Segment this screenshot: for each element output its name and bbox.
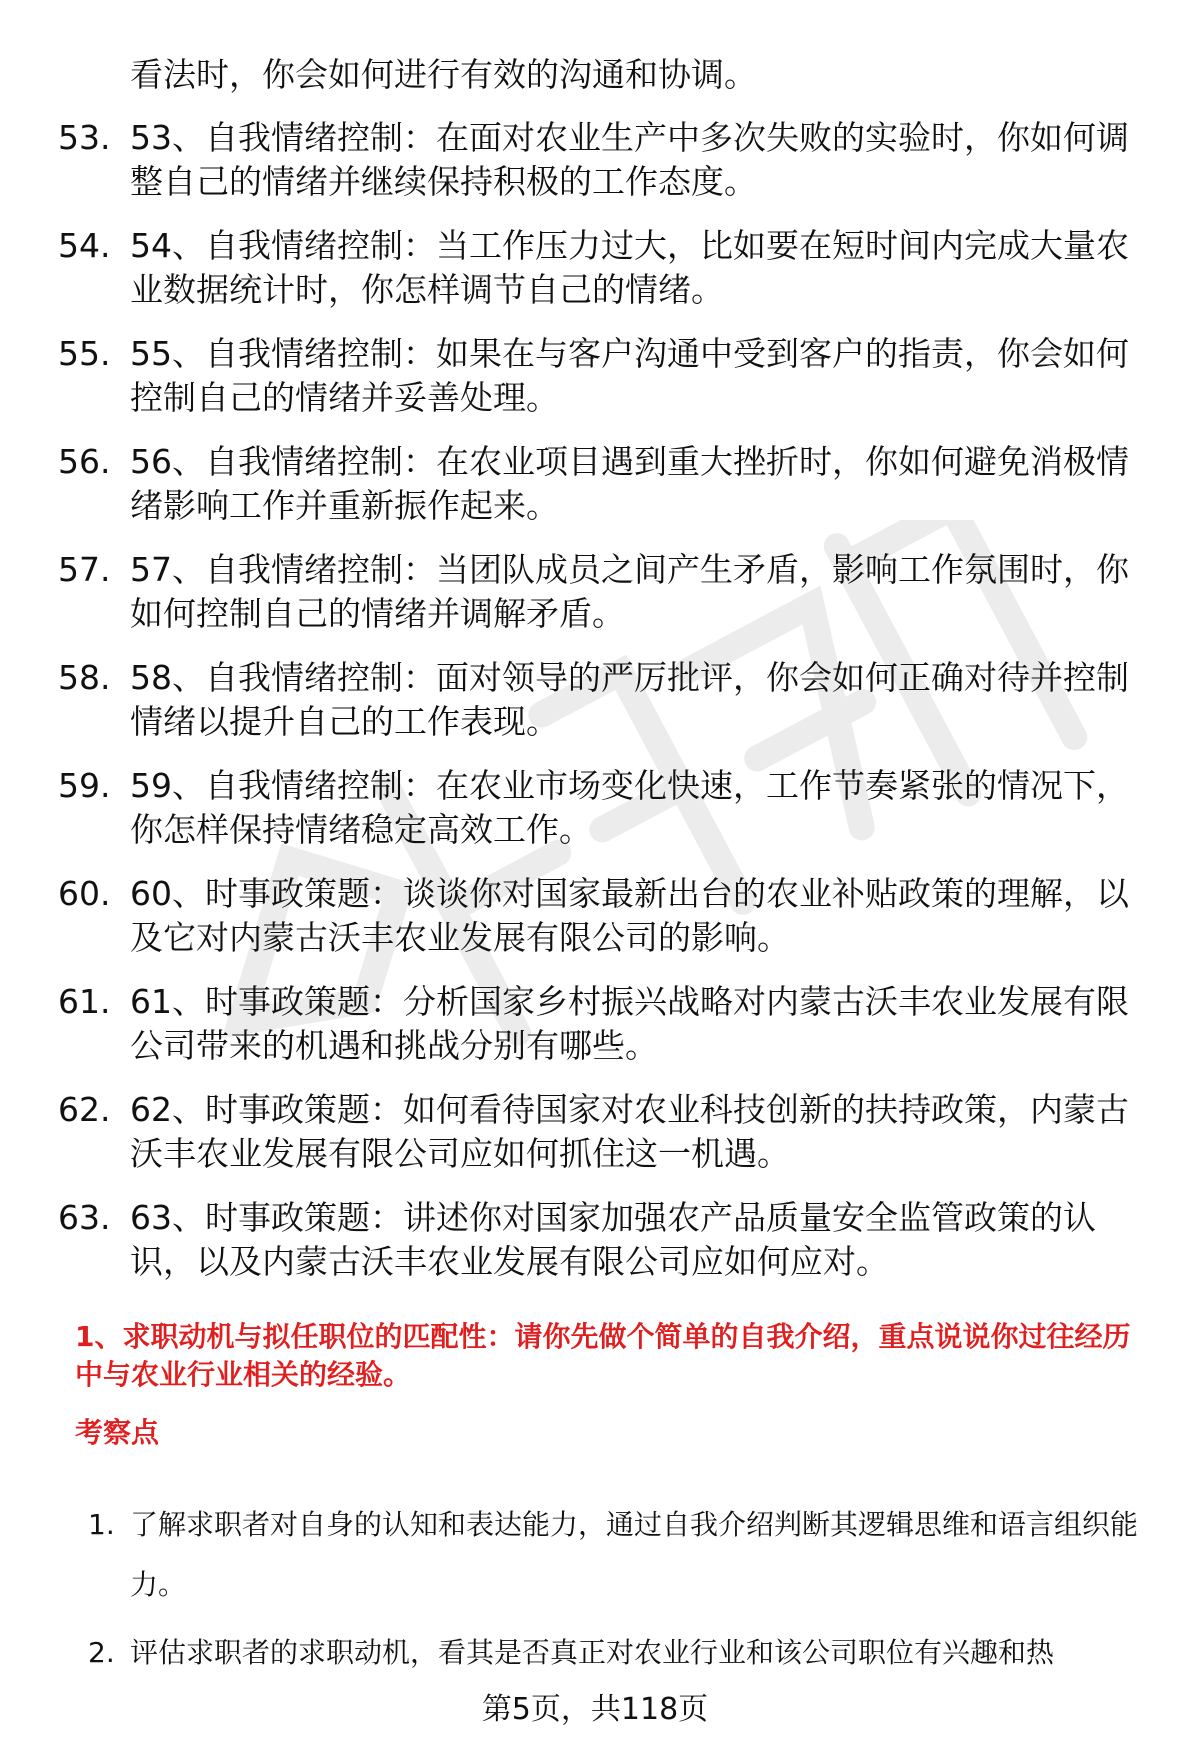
list-item [58,656,1158,764]
question-text: 63、时事政策题：讲述你对国家加强农产品质量安全监管政策的认识，以及内蒙古沃丰农业发展有限公司应如何应对。 [130,1198,1096,1281]
list-number: 60. [58,874,111,913]
list-number: 53. [58,118,111,157]
question-text: 62、时事政策题：如何看待国家对农业科技创新的扶持政策，内蒙古沃丰农业发展有限公司应如何抓住这一机遇。 [130,1090,1129,1173]
assessment-point-list [88,1495,1168,1687]
list-number: 2. [88,1636,115,1669]
list-item [58,1088,1158,1196]
question-list [58,116,1158,1304]
list-item [58,764,1158,872]
question-text: 56、自我情绪控制：在农业项目遇到重大挫折时，你如何避免消极情绪影响工作并重新振作起来。 [130,442,1129,525]
assessment-points-heading: 考察点 [75,1416,160,1449]
question-text: 57、自我情绪控制：当团队成员之间产生矛盾，影响工作氛围时，你如何控制自己的情绪并调解矛盾。 [130,550,1129,633]
list-item [58,548,1158,656]
answer-section-heading: 1、求职动机与拟任职位的匹配性：请你先做个简单的自我介绍，重点说说你过往经历中与农业行业相关的经验。 [75,1320,1131,1391]
list-number: 63. [58,1198,111,1237]
list-number: 58. [58,658,111,697]
question-text: 59、自我情绪控制：在农业市场变化快速，工作节奏紧张的情况下，你怎样保持情绪稳定高效工作。 [130,766,1129,849]
list-item [58,116,1158,224]
list-number: 62. [58,1090,111,1129]
question-text: 61、时事政策题：分析国家乡村振兴战略对内蒙古沃丰农业发展有限公司带来的机遇和挑战分别有哪些。 [130,982,1129,1065]
assessment-point-text: 评估求职者的求职动机，看其是否真正对农业行业和该公司职位有兴趣和热 [130,1636,1055,1669]
list-number: 54. [58,226,111,265]
list-item [58,440,1158,548]
list-item [58,980,1158,1088]
list-number: 57. [58,550,111,589]
question-text: 55、自我情绪控制：如果在与客户沟通中受到客户的指责，你会如何控制自己的情绪并妥善处理。 [130,334,1129,417]
question-text: 60、时事政策题：谈谈你对国家最新出台的农业补贴政策的理解，以及它对内蒙古沃丰农业发展有限公司的影响。 [130,874,1129,957]
list-item [88,1623,1168,1687]
list-number: 55. [58,334,111,373]
list-number: 59. [58,766,111,805]
list-item [88,1495,1168,1623]
continued-question-text: 看法时，你会如何进行有效的沟通和协调。 [130,55,757,94]
assessment-point-text: 了解求职者对自身的认知和表达能力，通过自我介绍判断其逻辑思维和语言组织能力。 [130,1508,1139,1601]
list-item [58,224,1158,332]
list-number: 61. [58,982,111,1021]
question-text: 53、自我情绪控制：在面对农业生产中多次失败的实验时，你如何调整自己的情绪并继续保持积极的工作态度。 [130,118,1129,201]
list-item [58,872,1158,980]
list-number: 56. [58,442,111,481]
question-text: 54、自我情绪控制：当工作压力过大，比如要在短时间内完成大量农业数据统计时，你怎样调节自己的情绪。 [130,226,1129,309]
question-text: 58、自我情绪控制：面对领导的严厉批评，你会如何正确对待并控制情绪以提升自己的工作表现。 [130,658,1129,741]
list-number: 1. [88,1508,115,1541]
list-item [58,1196,1158,1304]
list-item [58,332,1158,440]
page-footer: 第5页，共118页 [481,1692,709,1727]
